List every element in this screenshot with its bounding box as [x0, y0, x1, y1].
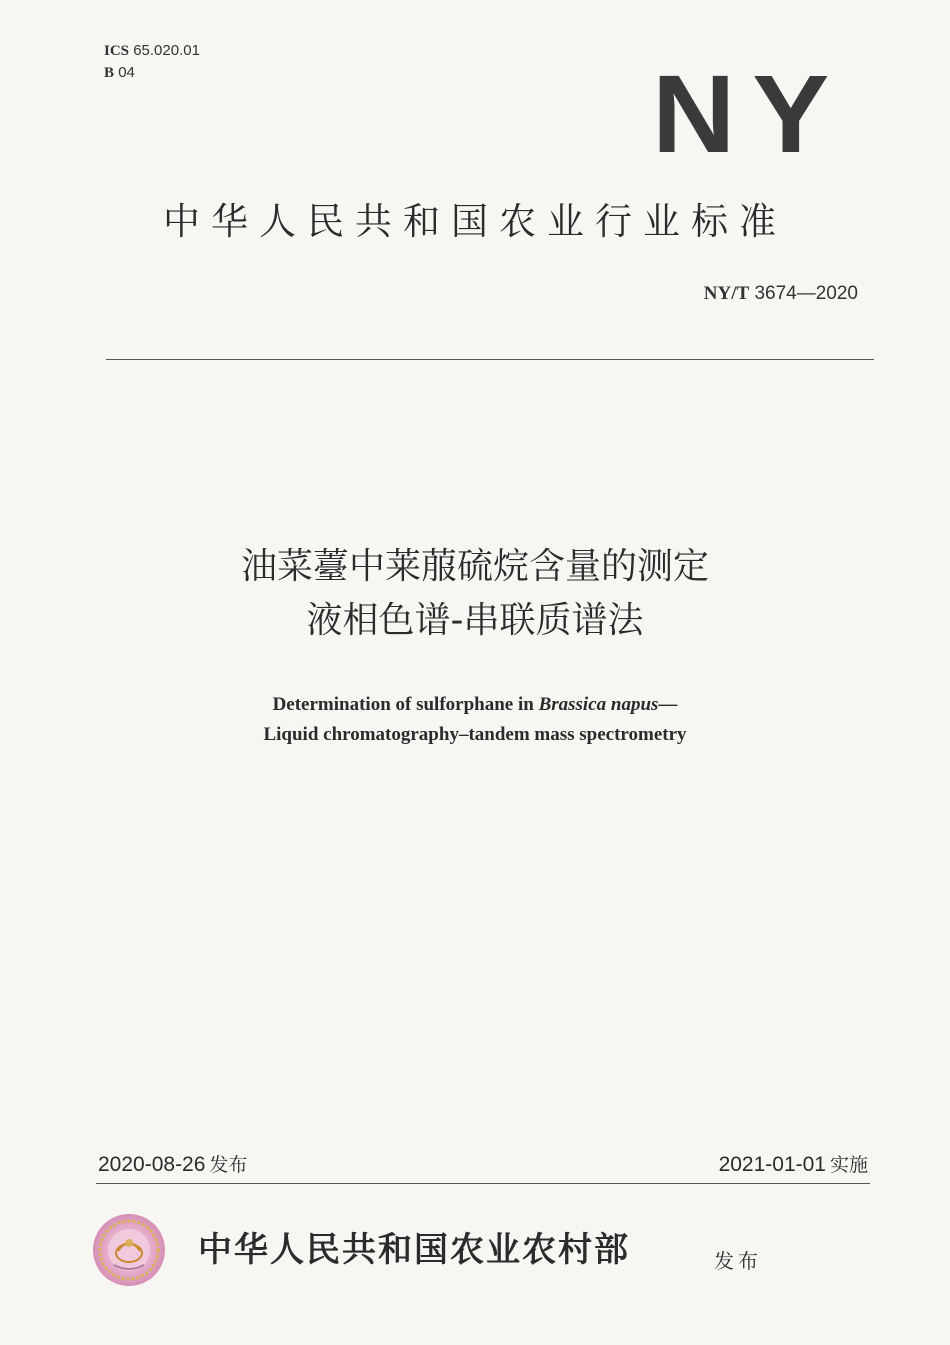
ccs-line [104, 62, 200, 84]
effective-date-value: 2021-01-01 [718, 1153, 826, 1176]
publisher-name: 中华人民共和国农业农村部 [198, 1230, 630, 1270]
chinese-title-line1: 油菜薹中莱菔硫烷含量的测定 [240, 546, 709, 587]
standard-code: 3674—2020 [754, 283, 858, 304]
english-title [0, 690, 950, 750]
org-title: 中华人民共和国农业行业标准 [163, 200, 787, 243]
effective-date [719, 1150, 868, 1177]
ministry-seal-icon [92, 1213, 166, 1287]
ics-code: 65.020.01 [133, 42, 200, 59]
ccs-label: B [104, 65, 115, 81]
issue-date-value: 2020-08-26 [98, 1153, 206, 1176]
ics-line [104, 40, 200, 62]
bottom-divider [96, 1183, 870, 1184]
english-title-line1: Determination of sulforphane in Brassica napus— [272, 694, 678, 715]
standard-prefix: NY/T [703, 283, 750, 304]
ics-label: ICS [104, 43, 130, 59]
issue-date [98, 1150, 247, 1177]
ccs-code: 04 [118, 64, 135, 81]
classification-block [104, 40, 200, 84]
english-title-line2: Liquid chromatography–tandem mass spectrometry [263, 724, 687, 745]
species-name: Brassica napus [538, 694, 659, 715]
standard-number [704, 283, 858, 305]
publisher-label: 发布 [714, 1249, 762, 1273]
chinese-title-line2: 液相色谱-串联质谱法 [306, 600, 644, 641]
issue-label: 发布 [209, 1154, 248, 1176]
effective-label: 实施 [829, 1154, 868, 1176]
chinese-title [0, 540, 950, 648]
ny-logo: NY [652, 53, 847, 176]
top-divider [106, 359, 874, 360]
